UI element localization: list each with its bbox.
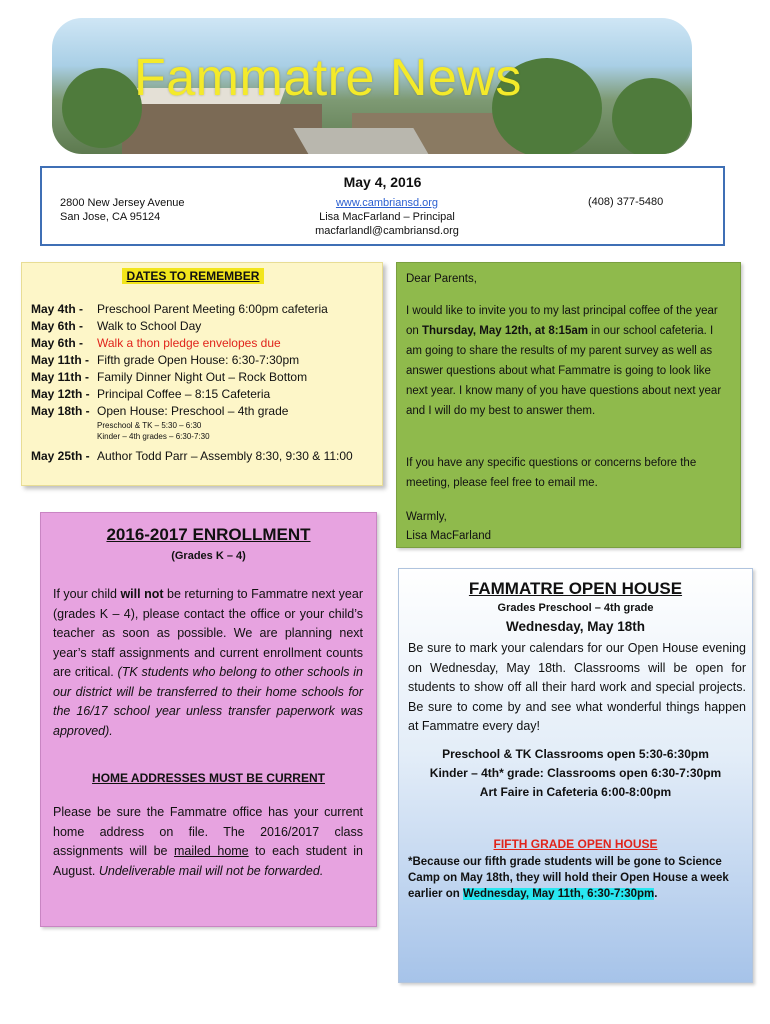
newsletter-title: Fammatre News bbox=[134, 49, 522, 107]
date-label: May 25th - bbox=[31, 449, 90, 463]
tree bbox=[62, 68, 142, 148]
time-line: Preschool & TK Classrooms open 5:30-6:30pm bbox=[442, 747, 709, 761]
date-event: Walk to School Day bbox=[97, 319, 202, 333]
date-event: Principal Coffee – 8:15 Cafeteria bbox=[97, 387, 271, 401]
enrollment-heading: 2016-2017 ENROLLMENT bbox=[106, 525, 311, 544]
address-line: San Jose, CA 95124 bbox=[60, 211, 161, 223]
school-phone: (408) 377-5480 bbox=[588, 196, 664, 208]
principal-email[interactable]: macfarlandl@cambriansd.org bbox=[315, 225, 459, 237]
banner-photo bbox=[52, 18, 692, 154]
dates-list bbox=[31, 301, 381, 465]
date-row bbox=[31, 318, 381, 335]
school-address bbox=[60, 196, 185, 224]
date-subnote: Preschool & TK – 5:30 – 6:30 bbox=[97, 421, 202, 430]
fifth-grade-heading: FIFTH GRADE OPEN HOUSE bbox=[493, 837, 658, 851]
date-event: Family Dinner Night Out – Rock Bottom bbox=[97, 370, 308, 384]
header-info-box bbox=[40, 166, 725, 246]
date-subnote: Kinder – 4th grades – 6:30-7:30 bbox=[97, 432, 210, 441]
date-label: May 11th - bbox=[31, 370, 90, 384]
date-label: May 6th - bbox=[31, 319, 84, 333]
open-house-date: Wednesday, May 18th bbox=[505, 619, 646, 634]
date-event: Open House: Preschool – 4th grade bbox=[97, 404, 289, 418]
letter-closing: Warmly, bbox=[406, 511, 447, 523]
fifth-grade-paragraph: *Because our fifth grade students will be gone to Science Camp on May 18th, they will hold their Open House a week earlier on Wednesday, May 11th, 6:30-7:30pm. bbox=[408, 856, 729, 900]
letter-paragraph: I would like to invite you to my last principal coffee of the year on Thursday, May 12th, at 8:15am in our school cafeteria. I am going to share the results of my parent survey as well as answer questions about what Fammatre is going to look like next year. I know many of you have questions about next year and I will do my best to answer them. bbox=[406, 305, 722, 417]
principal-letter-box bbox=[396, 262, 741, 548]
date-label: May 6th - bbox=[31, 336, 84, 350]
home-address-heading: HOME ADDRESSES MUST BE CURRENT bbox=[92, 771, 325, 785]
home-address-paragraph: Please be sure the Fammatre office has your current home address on file. The 2016/2017 class assignments will be mailed home to each student in August. Undeliverable mail will not be forwarded. bbox=[53, 805, 363, 878]
dates-to-remember-box bbox=[21, 262, 383, 486]
letter-paragraph: If you have any specific questions or concerns before the meeting, please feel free to email me. bbox=[406, 457, 697, 489]
time-line: Kinder – 4th* grade: Classrooms open 6:30-7:30pm bbox=[429, 766, 722, 780]
date-event: Walk a thon pledge envelopes due bbox=[97, 336, 281, 350]
letter-greeting: Dear Parents, bbox=[406, 273, 477, 285]
date-row bbox=[31, 386, 381, 403]
date-label: May 4th - bbox=[31, 302, 84, 316]
open-house-paragraph: Be sure to mark your calendars for our Open House evening on Wednesday, May 18th. Classrooms will be open for students to show off all their hard work and special projects. Be sure to come by and see what wonderful things happen at Fammatre every day! bbox=[408, 641, 746, 733]
enrollment-paragraph: If your child will not be returning to Fammatre next year (grades K – 4), please contact the office or your child’s teacher as soon as possible. We are planning next year’s staff assignments and current enrollment counts are critical. (TK students who belong to other schools in our district will be transferred to their home schools for the 16/17 school year unless transfer paperwork was approved). bbox=[53, 587, 363, 738]
date-row bbox=[31, 352, 381, 369]
open-house-box bbox=[398, 568, 753, 983]
open-house-grades: Grades Preschool – 4th grade bbox=[497, 602, 654, 614]
enrollment-box bbox=[40, 512, 377, 927]
time-line: Art Faire in Cafeteria 6:00-8:00pm bbox=[479, 785, 672, 799]
address-line: 2800 New Jersey Avenue bbox=[60, 197, 185, 209]
walkway bbox=[293, 128, 430, 154]
date-row bbox=[31, 301, 381, 318]
date-label: May 12th - bbox=[31, 387, 90, 401]
date-row bbox=[31, 403, 381, 420]
enrollment-subheading: (Grades K – 4) bbox=[171, 550, 246, 562]
contact-block bbox=[272, 196, 502, 238]
date-row bbox=[31, 369, 381, 386]
date-label: May 11th - bbox=[31, 353, 90, 367]
issue-date: May 4, 2016 bbox=[343, 174, 422, 190]
letter-signature: Lisa MacFarland bbox=[406, 530, 492, 542]
date-row bbox=[31, 448, 381, 465]
school-building bbox=[122, 104, 322, 154]
dates-title: DATES TO REMEMBER bbox=[122, 268, 264, 284]
date-event: Preschool Parent Meeting 6:00pm cafeteria bbox=[97, 302, 328, 316]
date-event: Author Todd Parr – Assembly 8:30, 9:30 & 11:00 bbox=[97, 449, 353, 463]
open-house-heading: FAMMATRE OPEN HOUSE bbox=[468, 579, 683, 598]
tree bbox=[612, 78, 692, 154]
open-house-times bbox=[399, 745, 752, 802]
date-row bbox=[31, 335, 381, 352]
date-label: May 18th - bbox=[31, 404, 90, 418]
website-link[interactable]: www.cambriansd.org bbox=[335, 197, 439, 209]
principal-name: Lisa MacFarland – Principal bbox=[319, 211, 455, 223]
date-event: Fifth grade Open House: 6:30-7:30pm bbox=[97, 353, 300, 367]
